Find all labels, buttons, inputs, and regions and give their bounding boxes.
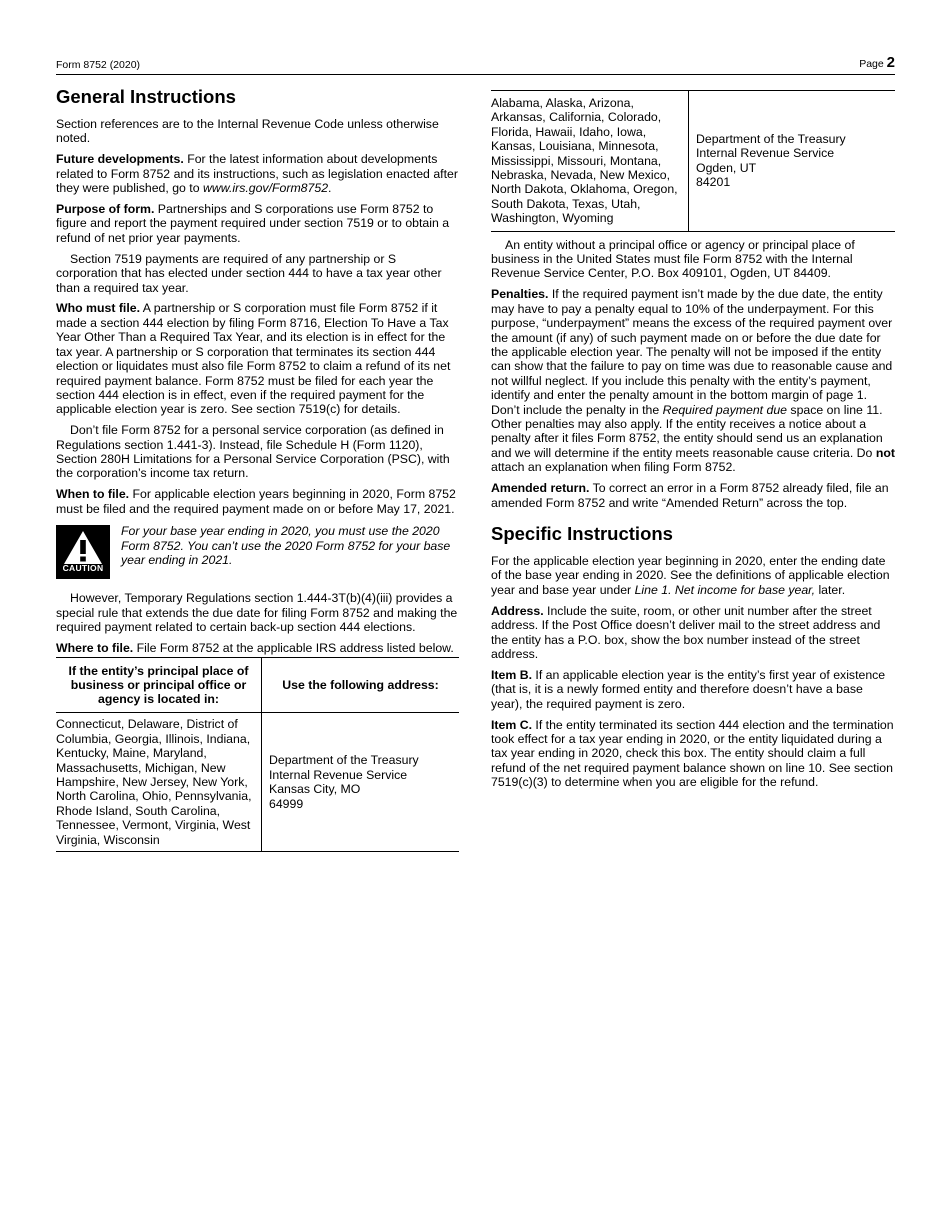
address-table-col2-header: Use the following address: xyxy=(262,658,460,713)
general-instructions-heading: General Instructions xyxy=(56,86,236,107)
caution-icon xyxy=(56,525,110,579)
section-7519-paragraph: Section 7519 payments are required of any partnership or S corporation that has elected under section 444 to have a tax year other than a required tax year. xyxy=(56,251,442,295)
penalties-paragraph: Penalties. If the required payment isn’t made by the due date, the entity may have to pay a penalty equal to 10% of the underpayment. For this purpose, “underpayment” means the excess of the required payment over the amount (if any) of such payment made on or before the due date for the applicable election year. The penalty will not be imposed if the entity can show that the failure to pay on time was due to reasonable cause and not willful neglect. If you include this penalty with the entity’s payment, identify and enter the penalty amount in the bottom margin of page 1. Don’t include the penalty in the Required payment due space on line 11. Other penalties may also apply. If the entity receives a notice about a penalty after it files Form 8752, the entity should send us an explanation and we will determine if the entity meets reasonable cause criteria. Do not attach an explanation when filing Form 8752. xyxy=(491,287,895,475)
specific-intro-paragraph: For the applicable election year beginning in 2020, enter the ending date of the base year ending in 2020. See the definitions of applicable election year and base year under Line 1. Net income for base year, later. xyxy=(491,553,890,597)
purpose-paragraph: Purpose of form. Partnerships and S corporations use Form 8752 to figure and report the payment required under section 7519 or to obtain a refund of net prior year payments. xyxy=(56,202,450,245)
address-cell: Department of the Treasury Internal Revenue Service Ogden, UT 84201 xyxy=(696,132,846,190)
future-developments-paragraph: Future developments. For the latest information about developments related to Form 8752 and its instructions, such as legislation enacted after they were published, go to www.irs.gov/Form8752. xyxy=(56,152,458,196)
no-office-paragraph: An entity without a principal office or agency or principal place of business in the United States must file Form 8752 with the Internal Revenue Service Center, P.O. Box 409101, Ogden, UT 84409. xyxy=(491,237,855,281)
intro-paragraph: Section references are to the Internal Revenue Code unless otherwise noted. xyxy=(56,117,439,146)
amended-return-paragraph: Amended return. To correct an error in a Form 8752 already filed, file an amended Form 8752 and write “Amended Return” across the top. xyxy=(491,481,889,510)
address-table-header-row xyxy=(56,658,459,713)
caution-text: For your base year ending in 2020, you must use the 2020 Form 8752. You can’t use the 2020 Form 8752 for your base year ending in 2021. xyxy=(121,524,451,567)
page-number: Page 2 xyxy=(859,54,895,71)
however-paragraph: However, Temporary Regulations section 1.444-3T(b)(4)(iii) provides a special rule that extends the due date for filing Form 8752 and making the required payment related to certain back-up section 444 elections. xyxy=(56,591,458,634)
states-cell: Alabama, Alaska, Arizona, Arkansas, California, Colorado, Florida, Hawaii, Idaho, Iowa, Kansas, Louisiana, Minnesota, Mississippi, Missouri, Montana, Nebraska, Nevada, New Mexico, North Dakota, Oklahoma, Oregon, South Dakota, Texas, Utah, Washington, Wyoming xyxy=(491,91,689,232)
irs-link[interactable]: www.irs.gov/Form8752 xyxy=(202,181,329,196)
address-table-col1-header: If the entity’s principal place of business or principal office or agency is located in: xyxy=(56,658,262,713)
table-row xyxy=(56,713,459,852)
form-id: Form 8752 (2020) xyxy=(56,59,141,71)
address-table-continued xyxy=(491,90,895,232)
when-to-file-paragraph: When to file. For applicable election years beginning in 2020, Form 8752 must be filed and the required payment made on or before May 17, 2021. xyxy=(56,487,456,516)
right-column xyxy=(491,90,895,796)
address-paragraph: Address. Include the suite, room, or other unit number after the street address. If the Post Office doesn’t deliver mail to the street address and the entity has a P.O. box, show the box number instead of the street address. xyxy=(491,603,881,661)
who-must-file-paragraph: Who must file. A partnership or S corporation must file Form 8752 if it made a section 444 election by filing Form 8716, Election To Have a Tax Year Other Than a Required Tax Year, and its election is in effect for the tax year. A partnership or S corporation that terminates its section 444 election or liquidates must also file Form 8752 to claim a refund of its net required payment balance. Form 8752 must be filed for each year the section 444 election is in effect, even if the required payment for the applicable election year is zero. See section 7519(c) for details. xyxy=(56,301,451,417)
address-table xyxy=(56,657,459,852)
page-header xyxy=(56,56,895,75)
caution-box xyxy=(56,525,459,583)
table-row xyxy=(491,91,895,232)
states-cell: Connecticut, Delaware, District of Columbia, Georgia, Illinois, Indiana, Kentucky, Maine, Maryland, Massachusetts, Michigan, New Hampshire, New Jersey, New York, North Carolina, Ohio, Pennsylvania, Rhode Island, South Carolina, Tennessee, Vermont, Virginia, West Virginia, Wisconsin xyxy=(56,713,262,852)
dont-file-paragraph: Don’t file Form 8752 for a personal service corporation (as defined in Regulations section 1.441-3). Instead, file Schedule H (Form 1120), Section 280H Limitations for a Personal Service Corporation (PSC), with the corporation’s income tax return. xyxy=(56,423,450,481)
item-c-paragraph: Item C. If the entity terminated its section 444 election and the termination took effect for a tax year ending in 2020, or the entity liquidated during a tax year ending in 2020, check this box. The entity should claim a full refund of the net required payment balance shown on line 10. See section 7519(c)(3) to determine when you are eligible for the refund. xyxy=(491,717,894,790)
where-to-file-paragraph: Where to file. File Form 8752 at the applicable IRS address listed below. xyxy=(56,640,454,655)
specific-instructions-heading: Specific Instructions xyxy=(491,522,673,544)
item-b-paragraph: Item B. If an applicable election year is the entity’s first year of existence (that is, it is a newly formed entity and therefore doesn’t have a base year), the required payment is zero. xyxy=(491,667,886,711)
left-column xyxy=(56,86,459,852)
caution-label: CAUTION xyxy=(62,562,104,573)
address-cell: Department of the Treasury Internal Revenue Service Kansas City, MO 64999 xyxy=(269,753,419,811)
